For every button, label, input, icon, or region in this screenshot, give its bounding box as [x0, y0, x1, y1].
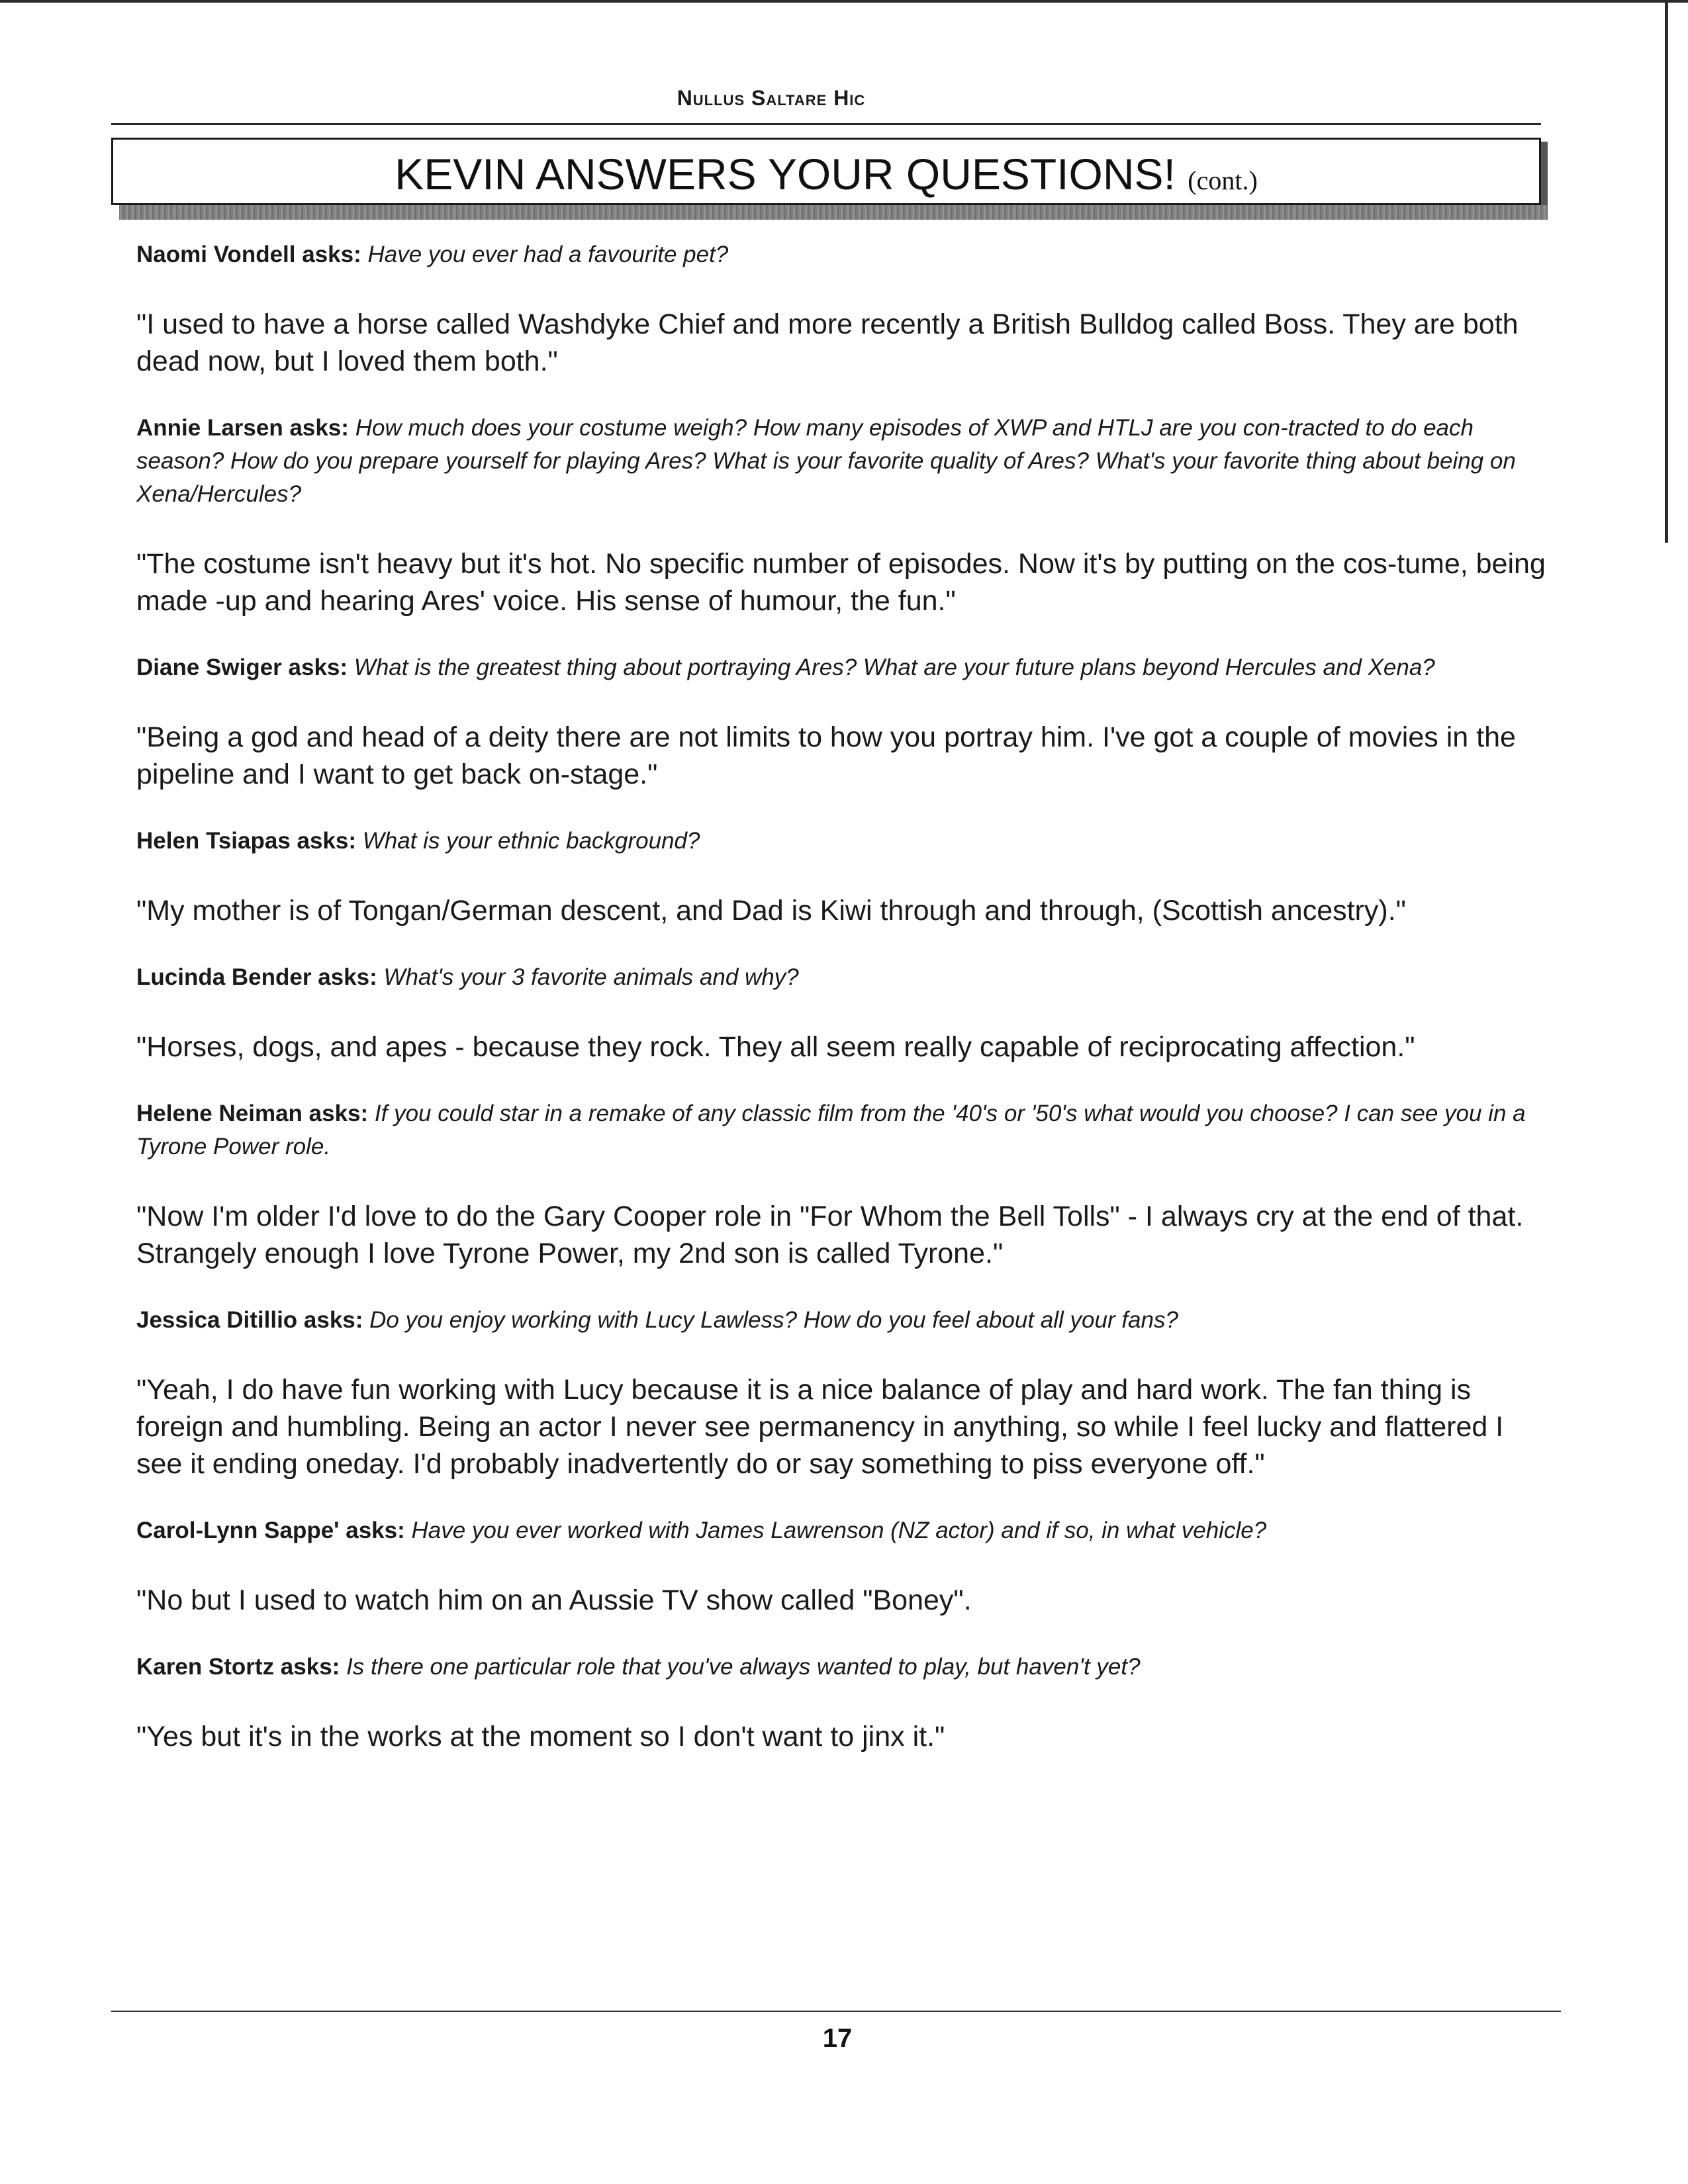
question-text: What is the greatest thing about portraying Ares? What are your future plans beyond Hercules and Xena? [353, 655, 1435, 680]
question-text: If you could star in a remake of any classic film from the '40's or '50's what would you choose? I can see you in a Tyrone Power role. [136, 1101, 1526, 1160]
question-text: Do you enjoy working with Lucy Lawless? How do you feel about all your fans? [369, 1307, 1178, 1333]
question-text: Is there one particular role that you've always wanted to play, but haven't yet? [346, 1654, 1141, 1680]
qa-item [136, 1097, 1553, 1272]
asker-name: Jessica Ditillio asks: [136, 1307, 363, 1333]
right-edge-mark [1665, 0, 1668, 543]
title-box [111, 138, 1541, 205]
asker-name: Diane Swiger asks: [136, 655, 348, 680]
question [136, 825, 1553, 858]
qa-list [136, 238, 1553, 1787]
question [136, 238, 1553, 271]
qa-item [136, 825, 1553, 929]
qa-item [136, 961, 1553, 1066]
question [136, 961, 1553, 994]
question [136, 1514, 1553, 1547]
answer-text: "Now I'm older I'd love to do the Gary Cooper role in "For Whom the Bell Tolls" - I always cry at the end of that. Strangely enough I love Tyrone Power, my 2nd son is called Tyrone." [136, 1201, 1524, 1269]
question-text: What is your ethnic background? [362, 828, 700, 854]
title-box-shadow-bottom [119, 205, 1548, 220]
answer-text: "The costume isn't heavy but it's hot. No specific number of episodes. Now it's by putting on the cos-tume, being made -up and hearing Ares' voice. His sense of humour, the fun." [136, 548, 1546, 617]
qa-item [136, 1651, 1553, 1755]
asker-name: Helen Tsiapas asks: [136, 828, 357, 854]
header-rule [111, 123, 1541, 125]
answer-text: "No but I used to watch him on an Aussie TV show called "Boney". [136, 1584, 972, 1616]
asker-name: Lucinda Bender asks: [136, 964, 377, 990]
question-text: What's your 3 favorite animals and why? [383, 964, 799, 990]
qa-item [136, 1304, 1553, 1482]
asker-name: Annie Larsen asks: [136, 415, 349, 441]
answer-text: "My mother is of Tongan/German descent, and Dad is Kiwi through and through, (Scottish ancestry)." [136, 895, 1406, 927]
answer-text: "Yes but it's in the works at the moment so I don't want to jinx it." [136, 1721, 945, 1752]
qa-item [136, 1514, 1553, 1619]
question-text: Have you ever worked with James Lawrenson (NZ actor) and if so, in what vehicle? [411, 1518, 1267, 1543]
answer-text: "Horses, dogs, and apes - because they rock. They all seem really capable of reciprocating affection." [136, 1031, 1415, 1063]
question-text: Have you ever had a favourite pet? [367, 242, 729, 267]
question [136, 651, 1553, 684]
page-number: 17 [822, 2024, 853, 2053]
asker-name: Karen Stortz asks: [136, 1654, 340, 1680]
question [136, 412, 1553, 511]
question [136, 1097, 1553, 1163]
asker-name: Helene Neiman asks: [136, 1101, 369, 1126]
question-text: How much does your costume weigh? How many episodes of XWP and HTLJ are you con-tracted to do each season? How do you prepare yourself for playing Ares? What is your favorite quality of Ares? What's your favorite thing about being on Xena/Hercules? [136, 415, 1516, 507]
qa-item [136, 238, 1553, 380]
title-suffix: (cont.) [1188, 165, 1258, 195]
question [136, 1304, 1553, 1337]
title-main: KEVIN ANSWERS YOUR QUESTIONS! [395, 150, 1176, 199]
answer-text: "Being a god and head of a deity there are not limits to how you portray him. I've got a couple of movies in the pipeline and I want to get back on-stage." [136, 721, 1516, 790]
answer-text: "Yeah, I do have fun working with Lucy because it is a nice balance of play and hard work. The fan thing is foreign and humbling. Being an actor I never see permanency in anything, so while I feel lucky and flattered I see it ending oneday. I'd probably inadvertently do or say something to piss everyone off." [136, 1374, 1504, 1480]
question [136, 1651, 1553, 1684]
asker-name: Naomi Vondell asks: [136, 242, 361, 267]
qa-item [136, 412, 1553, 619]
page-title [113, 149, 1539, 206]
asker-name: Carol-Lynn Sappe' asks: [136, 1518, 405, 1543]
answer-text: "I used to have a horse called Washdyke Chief and more recently a British Bulldog called Boss. They are both dead now, but I loved them both." [136, 308, 1519, 377]
top-edge-rule [0, 0, 1688, 3]
qa-item [136, 651, 1553, 793]
footer-rule [111, 2011, 1561, 2012]
running-head: Nullus Saltare Hic [677, 86, 866, 110]
